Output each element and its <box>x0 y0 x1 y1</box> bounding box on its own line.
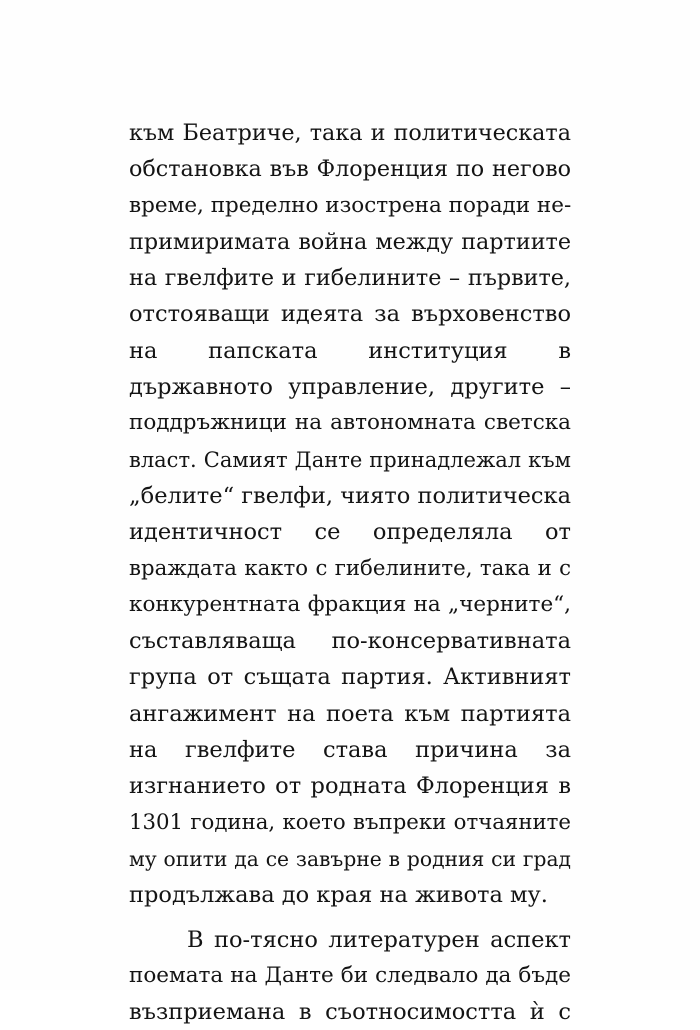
text-line: „белите“ гвелфи, чиято политическа <box>129 482 571 509</box>
text-line: група от същата партия. Активният <box>129 664 571 691</box>
text-line: В по-тясно литературен аспект <box>187 926 571 953</box>
text-line: съставляваща по-консервативната <box>129 628 571 655</box>
text-line: враждата както с гибелините, така и с <box>129 555 571 581</box>
text-line: идентичност се определяла от <box>129 519 571 546</box>
paragraph-1 <box>129 115 571 914</box>
text-line: поемата на Данте би следвало да бъде <box>129 962 571 988</box>
text-line: продължава до края на живота му. <box>129 882 548 909</box>
text-line: към Беатриче, така и политическата <box>129 120 571 146</box>
text-line: примиримата война между партиите <box>129 228 571 255</box>
text-line: 1301 година, което въпреки отчаяните <box>129 809 571 835</box>
body-text <box>129 115 571 1030</box>
text-line: конкурентната фракция на „черните“, <box>129 591 571 617</box>
text-line: поддръжници на автономната светска <box>129 410 571 436</box>
text-line: му опити да се завърне в родния си град <box>129 846 571 871</box>
text-line: на папската институция в <box>129 337 571 364</box>
text-line: на гвелфите става причина за <box>129 737 571 764</box>
text-line: ангажимент на поета към партията <box>129 700 571 727</box>
text-line: обстановка във Флоренция по негово <box>129 156 571 183</box>
text-line: на гвелфите и гибелините – първите, <box>129 265 571 292</box>
text-line: отстояващи идеята за върховенство <box>129 301 571 328</box>
paragraph-gap <box>129 914 571 922</box>
text-line: държавното управление, другите – <box>129 374 571 401</box>
text-line: власт. Самият Данте принадлежал към <box>129 447 571 472</box>
text-line: изгнанието от родната Флоренция в <box>129 773 571 800</box>
paragraph-2 <box>129 922 571 1030</box>
text-line: възприемана в съотносимостта ѝ с <box>129 999 571 1026</box>
text-line: време, пределно изострена поради не- <box>129 192 572 218</box>
